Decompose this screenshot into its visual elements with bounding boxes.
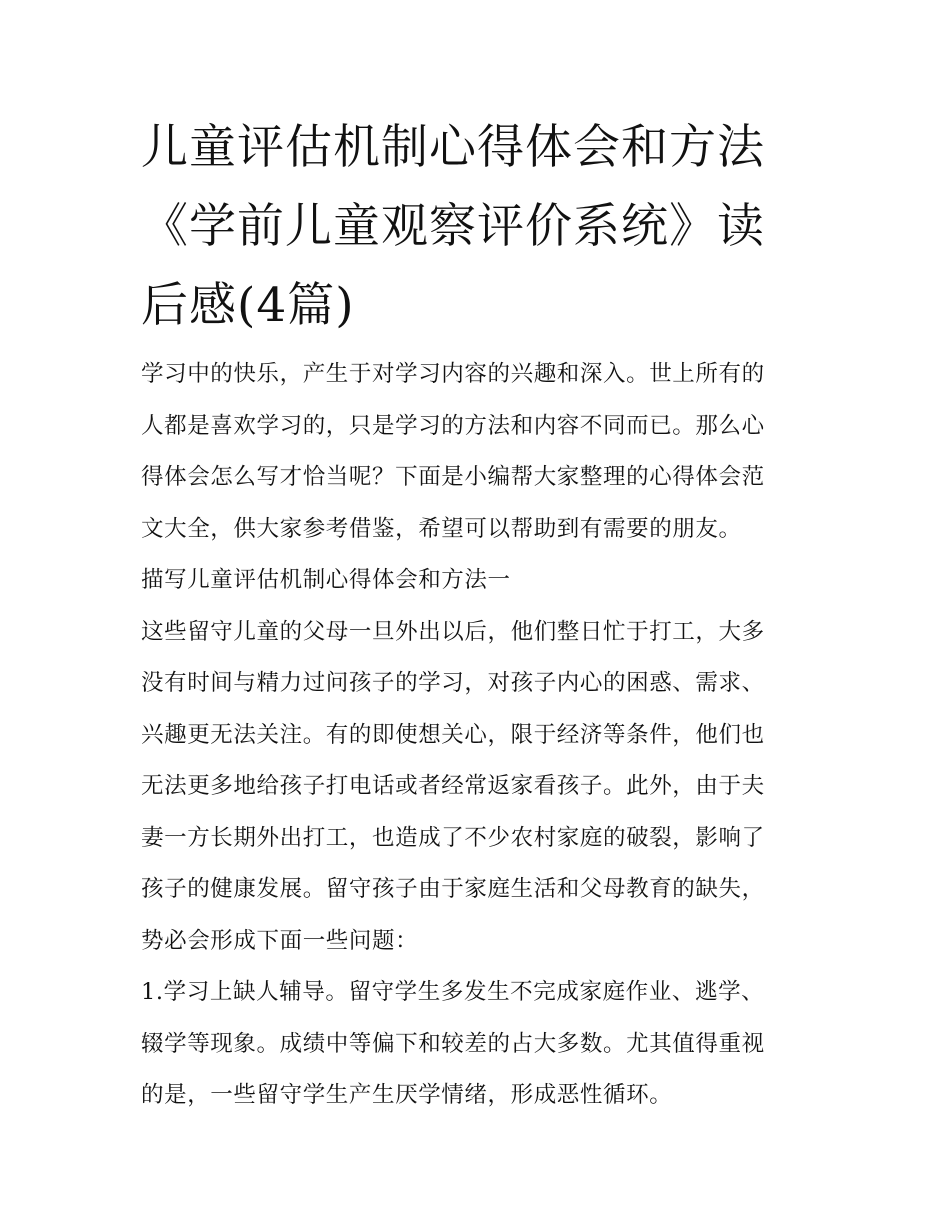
text-line: 描写儿童评估机制心得体会和方法一 (141, 567, 511, 593)
text-line: 得体会怎么写才恰当呢？下面是小编帮大家整理的心得体会范 (141, 464, 765, 490)
intro-paragraph (141, 349, 813, 555)
text-line: 的是，一些留守学生产生厌学情绪，形成恶性循环。 (141, 1082, 673, 1108)
text-line: 没有时间与精力过问孩子的学习，对孩子内心的困惑、需求、 (141, 670, 765, 696)
body-paragraph (141, 607, 813, 968)
text-line: 这些留守儿童的父母一旦外出以后，他们整日忙于打工，大多 (141, 618, 765, 645)
section-heading (141, 555, 813, 607)
text-line: 1.学习上缺人辅导。留守学生多发生不完成家庭作业、逃学、 (141, 979, 765, 1005)
title-line: 儿童评估机制心得体会和方法 (141, 120, 765, 175)
text-line: 辍学等现象。成绩中等偏下和较差的占大多数。尤其值得重视 (141, 1030, 765, 1057)
text-line: 无法更多地给孩子打电话或者经常返家看孩子。此外，由于夫 (141, 773, 765, 799)
title-line: 《学前儿童观察评价系统》读 (141, 199, 765, 254)
document-title (141, 108, 813, 345)
text-line: 孩子的健康发展。留守孩子由于家庭生活和父母教育的缺失， (141, 876, 765, 902)
text-line: 兴趣更无法关注。有的即使想关心，限于经济等条件，他们也 (141, 721, 765, 748)
title-line: 后感(4篇) (141, 278, 355, 333)
document-page (141, 108, 813, 1122)
text-line: 人都是喜欢学习的，只是学习的方法和内容不同而已。那么心 (141, 412, 765, 439)
text-line: 妻一方长期外出打工，也造成了不少农村家庭的破裂，影响了 (141, 824, 765, 851)
text-line: 文大全，供大家参考借鉴，希望可以帮助到有需要的朋友。 (141, 515, 742, 542)
text-line: 学习中的快乐，产生于对学习内容的兴趣和深入。世上所有的 (141, 361, 765, 387)
list-item-paragraph (141, 967, 813, 1122)
text-line: 势必会形成下面一些问题： (141, 927, 419, 954)
